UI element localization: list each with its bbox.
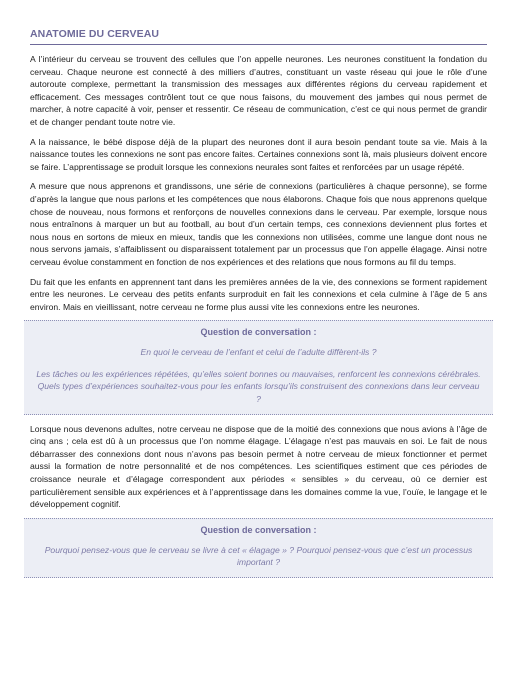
conversation-box-title: Question de conversation : <box>200 327 317 338</box>
paragraph-apprentissage: A mesure que nous apprenons et grandissons, une série de connexions (particulières à chaque personne), se forme d’après la langue que nous parlons et les compétences que nous élaborons. Chaque fois que nous apprenons quelque chose de nouveau, nous formons et renforçons de nouvelles connexions dans le cerveau. Par exemple, lorsque nous nous entraînons à marquer un but au football, au bout d’un certain temps, ces connexions deviennent plus fortes et nous nous en sortons de mieux en mieux, tandis que les connexions non utilisées, comme une langue dont nous ne nous servons jamais, s’affaiblissent ou disparaissent totalement par un processus que l’on appelle élagage. Ainsi notre cerveau évolue constamment en fonction de nos expériences et des relations que nous formons au fil du temps. <box>30 181 487 267</box>
conversation-question: Les tâches ou les expériences répétées, qu’elles soient bonnes ou mauvaises, renforcent les connexions cérébrales. Quels types d’expériences souhaitez-vous pour les enfants lorsqu’ils construisent des connexions dans leur cerveau ? <box>36 368 481 405</box>
conversation-box-2 <box>24 518 493 578</box>
conversation-question: En quoi le cerveau de l’enfant et celui de l’adulte diffèrent-ils ? <box>140 347 377 358</box>
paragraph-neurones: A l’intérieur du cerveau se trouvent des cellules que l’on appelle neurones. Les neurones constituent la fondation du cerveau. Chaque neurone est connecté à des milliers d’autres, constituant un vaste réseau qui joue le rôle d’une autoroute complexe, permettant la transmission des messages aux différentes régions du cerveau rapidement et efficacement. Ces messages contrôlent tout ce que nous faisons, du mouvement des jambes qui nous permet de marcher, à notre capacité à voir, penser et ressentir. Ce réseau de communication, c’est ce qui nous permet de grandir et de changer pendant toute notre vie. <box>30 54 487 127</box>
paragraph-adultes: Lorsque nous devenons adultes, notre cerveau ne dispose que de la moitié des connexions que nous avions à l’âge de cinq ans ; cela est dû à un processus que l’on nomme élagage. L’élagage n’est pas mauvais en soi. Le fait de nous débarrasser des connexions dont nous n’avons pas besoin permet à notre cerveau de mieux fonctionner et permet aussi la formation de notre personnalité et de nos compétences. Les scientifiques estiment que ces périodes de croissance neurale et d’élagage correspondent aux périodes « sensibles » du cerveau, où ce dernier est particulièrement sensible aux expériences et à l’apprentissage dans les domaines comme la vue, l’ouïe, le langage et le développement cognitif. <box>30 423 487 510</box>
section-title: ANATOMIE DU CERVEAU <box>30 28 487 45</box>
paragraph-naissance: A la naissance, le bébé dispose déjà de la plupart des neurones dont il aura besoin pendant toute sa vie. Mais à la naissance toutes les connexions ne sont pas encore faites. Certaines connexions sont là, mais plusieurs doivent encore se faire. L’apprentissage se produit lorsque les connexions neurales sont faites et renforcées par un usage répété. <box>30 136 487 172</box>
conversation-box-1 <box>24 320 493 414</box>
conversation-question: Pourquoi pensez-vous que le cerveau se livre à cet « élagage » ? Pourquoi pensez-vous que c’est un processus important ? <box>44 544 473 568</box>
conversation-box-title: Question de conversation : <box>200 524 317 535</box>
paragraph-enfants: Du fait que les enfants en apprennent tant dans les premières années de la vie, des connexions se forment rapidement entre les neurones. Le cerveau des petits enfants surproduit en fait les connexions et cela culmine à l’âge de 5 ans environ. Mais en vieillissant, notre cerveau ne forme plus aussi vite les connexions entre les neurones. <box>30 276 487 312</box>
